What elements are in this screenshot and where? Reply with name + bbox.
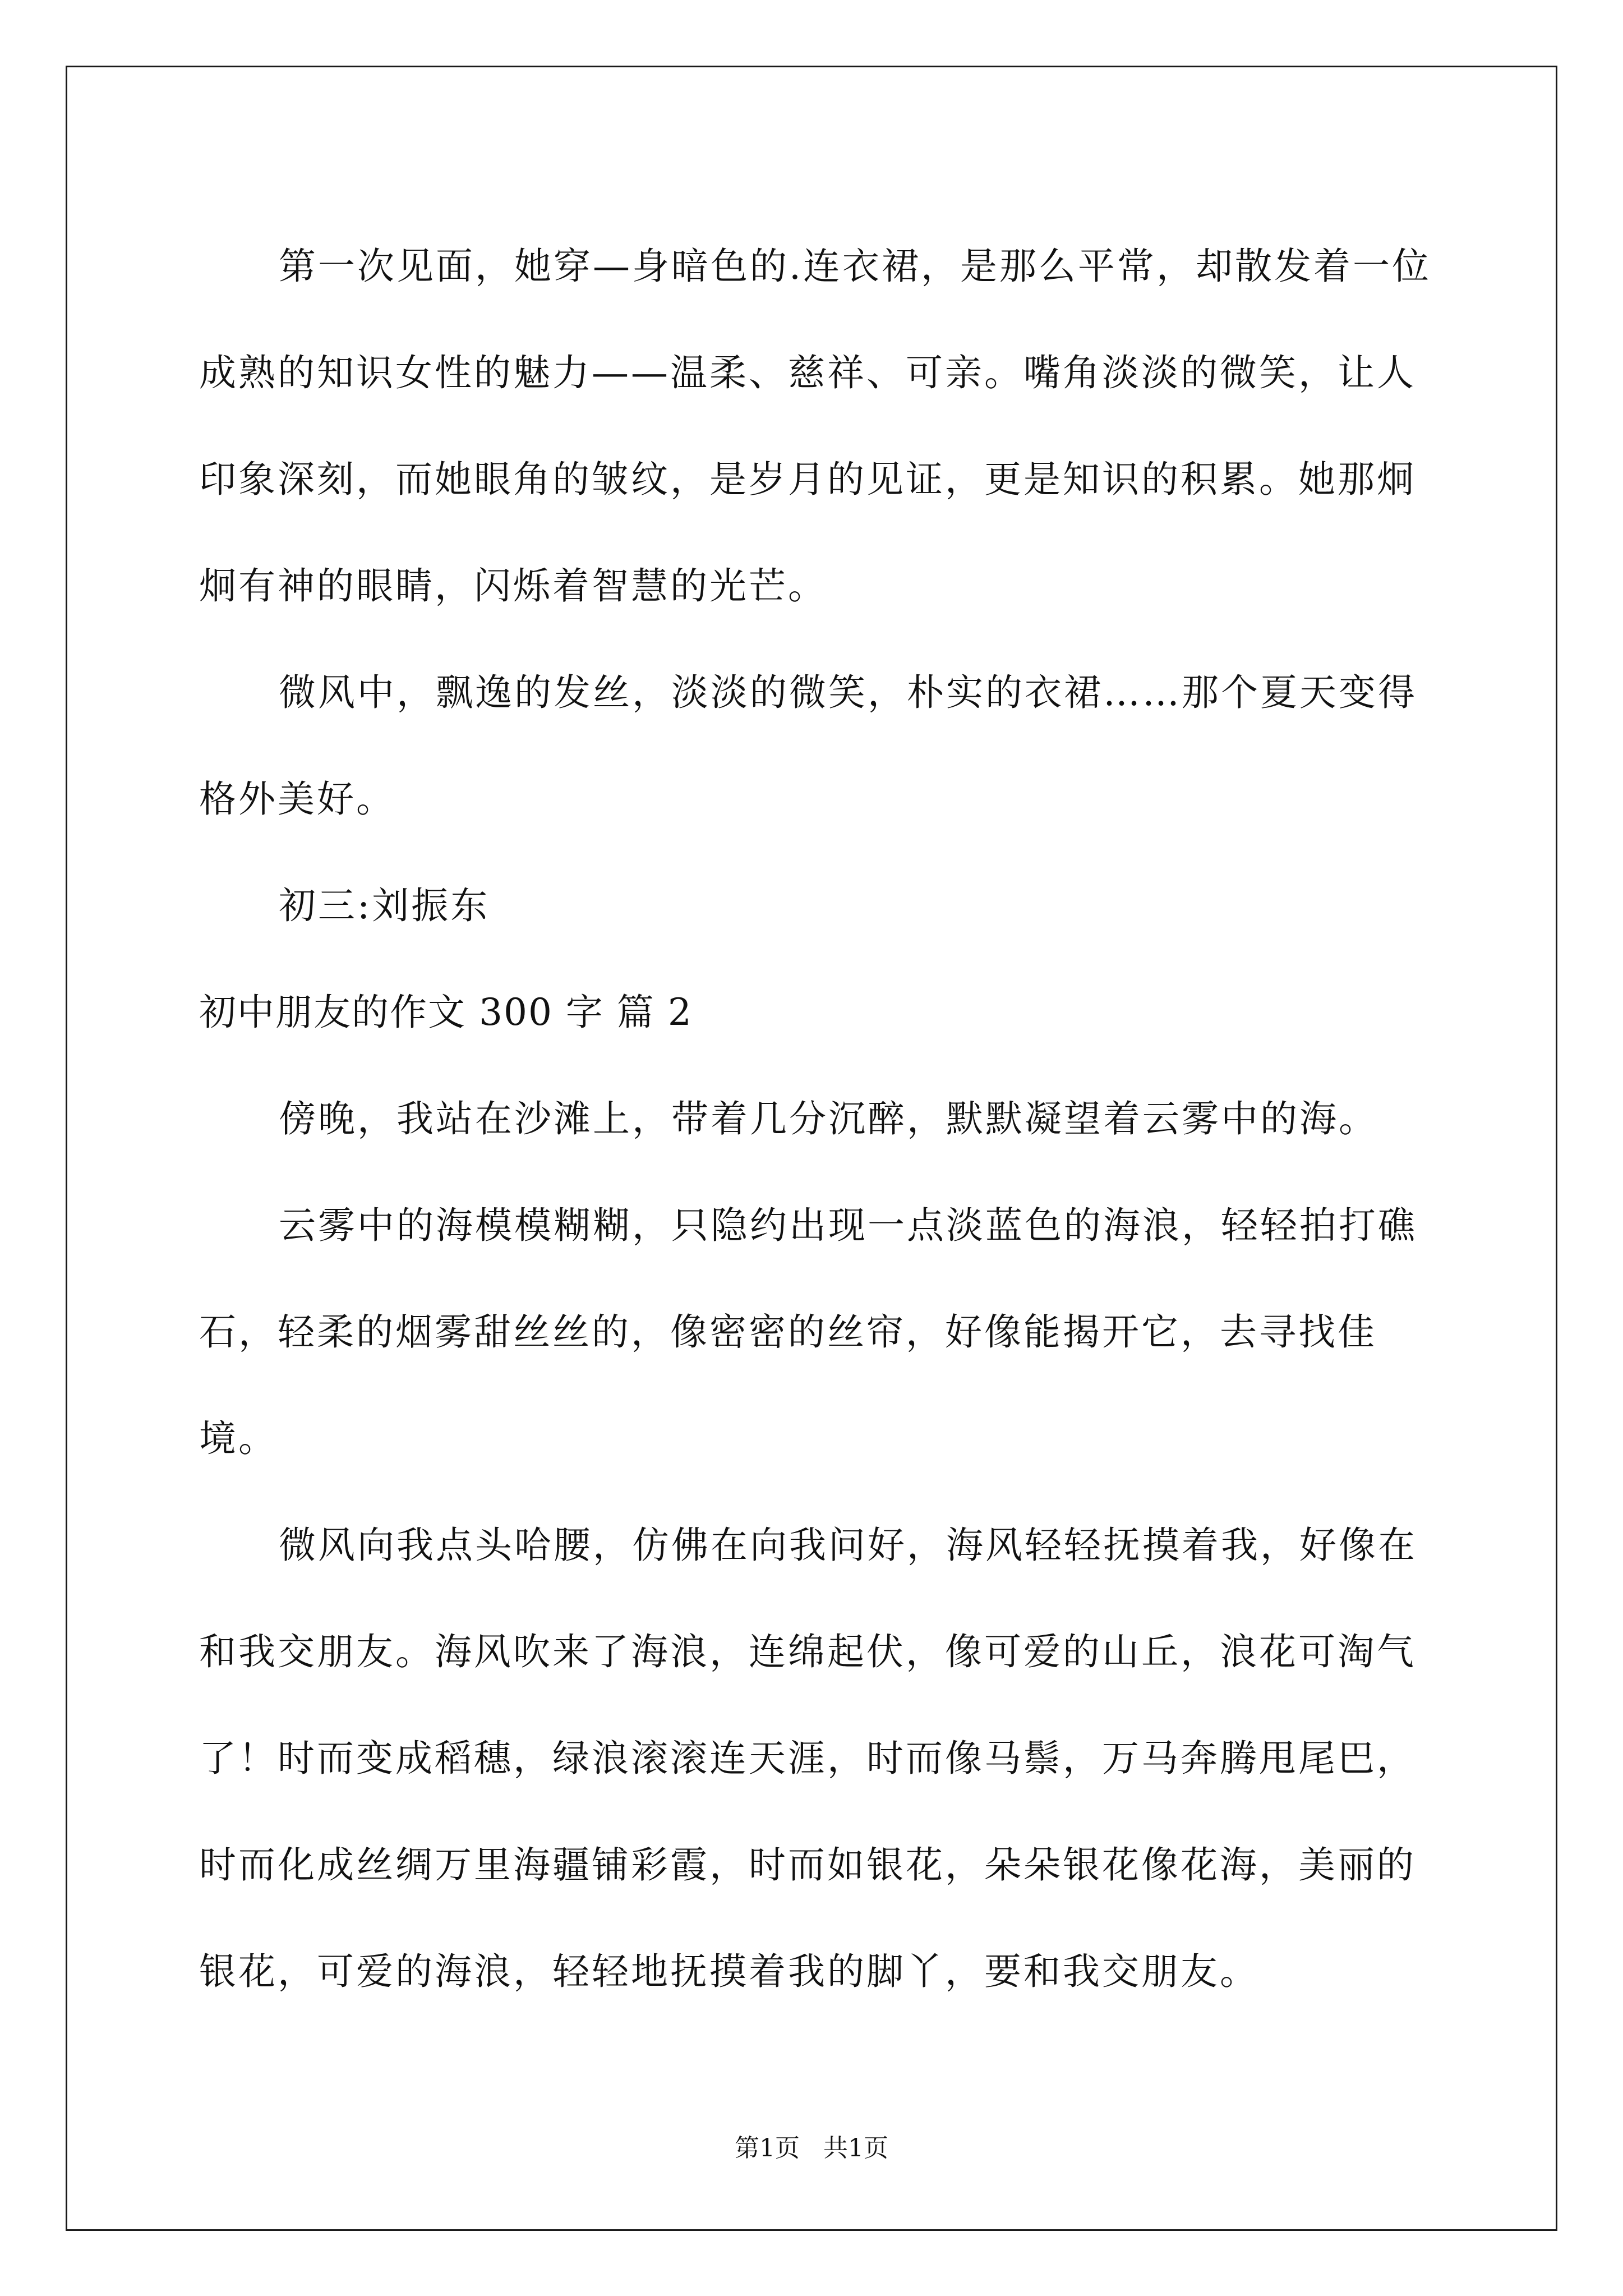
author-line: 初三:刘振东 — [279, 884, 490, 927]
page-footer: 第1页 共1页 — [735, 2134, 888, 2162]
paragraph: 傍晚，我站在沙滩上，带着几分沉醉，默默凝望着云雾中的海。 — [279, 1097, 1378, 1140]
paragraph: 微风向我点头哈腰，仿佛在向我问好，海风轻轻抚摸着我，好像在和我交朋友。海风吹来了海浪，连绵起伏，像可爱的山丘，浪花可淘气了！时而变成稻穗，绿浪滚滚连天涯，时而像马鬃，万马奔腾甩尾巴，时而化成丝绸万里海疆铺彩霞，时而如银花，朵朵银花像花海，美丽的银花，可爱的海浪，轻轻地抚摸着我的脚丫，要和我交朋友。 — [199, 1524, 1417, 1993]
paragraph: 第一次见面，她穿—身暗色的.连衣裙，是那么平常，却散发着一位成熟的知识女性的魅力——温柔、慈祥、可亲。嘴角淡淡的微笑，让人印象深刻，而她眼角的皱纹，是岁月的见证，更是知识的积累。她那炯炯有神的眼睛，闪烁着智慧的光芒。 — [199, 245, 1431, 608]
paragraph: 云雾中的海模模糊糊，只隐约出现一点淡蓝色的海浪，轻轻拍打礁石，轻柔的烟雾甜丝丝的，像密密的丝帘，好像能揭开它，去寻找佳境。 — [199, 1204, 1417, 1460]
essay-heading: 初中朋友的作文 300 字 篇 2 — [199, 991, 693, 1034]
document-body — [199, 213, 1438, 2025]
paragraph: 微风中，飘逸的发丝，淡淡的微笑，朴实的衣裙……那个夏天变得格外美好。 — [199, 671, 1417, 821]
